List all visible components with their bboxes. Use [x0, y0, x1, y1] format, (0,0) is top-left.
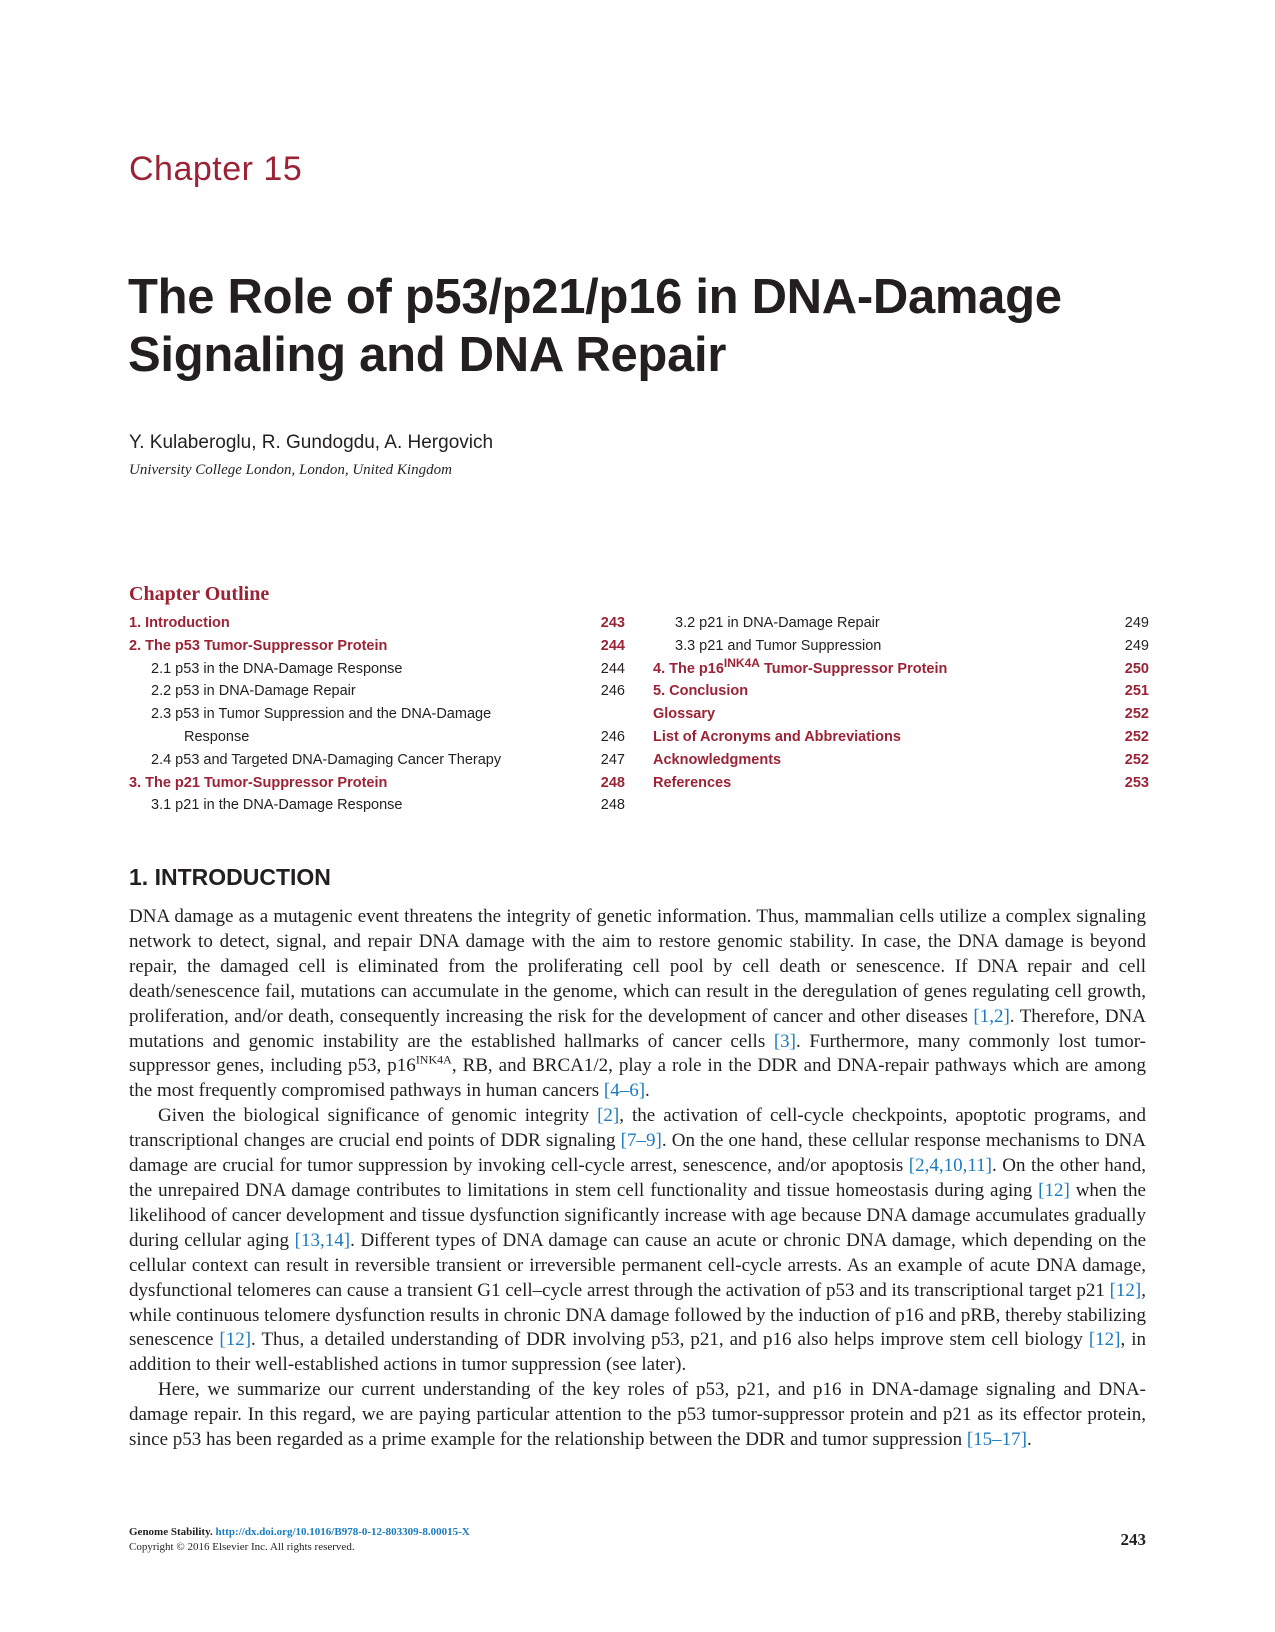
- doi-link[interactable]: http://dx.doi.org/10.1016/B978-0-12-803309-8.00015-X: [215, 1526, 470, 1538]
- toc-entry-label: Acknowledgments: [653, 751, 782, 768]
- copyright-notice: Copyright © 2016 Elsevier Inc. All rights reserved.: [129, 1541, 355, 1553]
- toc-entry[interactable]: [129, 794, 625, 817]
- citation-link[interactable]: [3]: [773, 1030, 797, 1052]
- toc-entry-page: 249: [1124, 637, 1149, 654]
- toc-entry-label: 2. The p53 Tumor-Suppressor Protein: [129, 637, 388, 654]
- toc-entry[interactable]: [653, 749, 1149, 772]
- toc-entry-label: [653, 655, 948, 681]
- text-run: Given the biological significance of genomic integrity: [158, 1105, 598, 1127]
- toc-entry-page: 253: [1124, 774, 1149, 791]
- toc-entry-page: 252: [1124, 728, 1149, 745]
- journal-name: Genome Stability.: [129, 1526, 213, 1538]
- toc-entry[interactable]: [129, 749, 625, 772]
- toc-entry[interactable]: [653, 772, 1149, 795]
- toc-entry-label: References: [653, 774, 732, 791]
- toc-entry-page: 244: [600, 660, 625, 677]
- citation-link[interactable]: [12]: [1109, 1279, 1142, 1301]
- citation-link[interactable]: [12]: [219, 1329, 252, 1351]
- toc-entry-page: 252: [1124, 706, 1149, 723]
- authors: Y. Kulaberoglu, R. Gundogdu, A. Hergovich: [129, 432, 494, 453]
- toc-entry-page: 252: [1124, 751, 1149, 768]
- toc-entry-page: 246: [600, 683, 625, 700]
- toc-entry[interactable]: [129, 658, 625, 681]
- toc-entry-page: 248: [600, 797, 625, 814]
- text-run: , RB, and BRCA1/2, play a role in the DDR and DNA-repair pathways which are among the most frequently compromised pathways in human cancers: [129, 1055, 1146, 1102]
- citation-link[interactable]: [12]: [1088, 1329, 1121, 1351]
- toc-entry[interactable]: [129, 680, 625, 703]
- outline-left-column: [129, 612, 625, 817]
- text-run: . Furthermore, many commonly lost tumor-suppressor genes, including p53, p16: [129, 1030, 1146, 1077]
- toc-entry[interactable]: [129, 635, 625, 658]
- toc-entry-continuation[interactable]: [129, 726, 625, 749]
- toc-entry-label: 3.3 p21 and Tumor Suppression: [675, 637, 882, 654]
- text-run: when the likelihood of cancer development and tissue dysfunction significantly increase with age because DNA damage accumulates gradually during cellular aging: [129, 1179, 1146, 1251]
- toc-entry[interactable]: [129, 772, 625, 795]
- toc-entry-page: 250: [1124, 660, 1149, 677]
- toc-entry-page: 251: [1124, 683, 1149, 700]
- toc-entry-label: 3.1 p21 in the DNA-Damage Response: [151, 797, 403, 814]
- toc-entry-page: 243: [600, 615, 625, 631]
- toc-entry-label: 2.3 p53 in Tumor Suppression and the DNA-Damage: [151, 706, 492, 723]
- toc-entry-label: 2.1 p53 in the DNA-Damage Response: [151, 660, 403, 677]
- citation-link[interactable]: [4–6]: [603, 1080, 646, 1102]
- text-run: . On the one hand, these cellular response mechanisms to DNA damage are crucial for tumor suppression by invoking cell-cycle arrest, senescence, and/or apoptosis: [129, 1130, 1146, 1177]
- toc-entry-page: 247: [600, 751, 625, 768]
- outline-right-column: [653, 612, 1149, 794]
- text-run: . On the other hand, the unrepaired DNA damage contributes to limitations in stem cell functionality and tissue homeostasis during aging: [129, 1155, 1146, 1201]
- citation-link[interactable]: [2]: [597, 1105, 620, 1127]
- toc-entry[interactable]: [653, 703, 1149, 726]
- citation-link[interactable]: [12]: [1038, 1179, 1070, 1201]
- affiliation: University College London, London, United Kingdom: [129, 462, 452, 478]
- chapter-title: [128, 268, 1188, 384]
- toc-entry-label: 3.2 p21 in DNA-Damage Repair: [675, 615, 880, 631]
- toc-entry-page: 244: [600, 637, 625, 654]
- toc-entry-label: 1. Introduction: [129, 615, 230, 631]
- toc-entry-label: 2.2 p53 in DNA-Damage Repair: [151, 683, 356, 700]
- toc-entry[interactable]: [129, 703, 625, 726]
- toc-entry[interactable]: [653, 680, 1149, 703]
- page-number: 243: [1120, 1530, 1146, 1549]
- chapter-title-line-2: Signaling and DNA Repair: [128, 328, 727, 382]
- text-run: . Different types of DNA damage can cause an acute or chronic DNA damage, which depending on the cellular context can result in reversible transient or irreversible permanent cell-cycle arrests. As an example of acute DNA damage, dysfunctional telomeres can cause a transient G1 cell–cycle arrest through the activation of p53 and its transcriptional target p21: [129, 1229, 1147, 1301]
- superscript: INK4A: [415, 1053, 452, 1068]
- introduction-body: [129, 905, 1146, 1453]
- text-run: , in addition to their well-established actions in tumor suppression (see later).: [129, 1329, 1147, 1376]
- text-run: . Thus, a detailed understanding of DDR involving p53, p21, and p16 also helps improve stem cell biology: [251, 1329, 1089, 1351]
- citation-link[interactable]: [7–9]: [620, 1130, 662, 1152]
- toc-entry-label-post: Tumor-Suppressor Protein: [759, 660, 948, 677]
- text-run: . Therefore, DNA mutations and genomic instability are the established hallmarks of cancer cells: [129, 1005, 1146, 1052]
- toc-entry-label: 2.4 p53 and Targeted DNA-Damaging Cancer Therapy: [151, 751, 502, 768]
- chapter-label: Chapter 15: [129, 150, 303, 188]
- text-run: .: [1027, 1429, 1032, 1451]
- toc-entry-label: 3. The p21 Tumor-Suppressor Protein: [129, 774, 388, 791]
- citation-link[interactable]: [2,4,10,11]: [908, 1155, 992, 1177]
- toc-entry-label-sup: INK4A: [723, 655, 760, 670]
- toc-entry-label: List of Acronyms and Abbreviations: [653, 728, 901, 745]
- text-run: Here, we summarize our current understanding of the key roles of p53, p21, and p16 in DNA-damage signaling and DNA-damage repair. In this regard, we are paying particular attention to the p53 tumor-suppressor protein and p21 as its effector protein, since p53 has been regarded as a prime example for the relationship between the DDR and tumor suppression: [129, 1379, 1146, 1451]
- toc-entry[interactable]: [653, 726, 1149, 749]
- page-footer: [129, 1525, 470, 1555]
- text-run: , while continuous telomere dysfunction results in chronic DNA damage followed by the induction of p16 and pRB, thereby stabilizing senescence: [129, 1279, 1146, 1351]
- toc-entry-page: 248: [600, 774, 625, 791]
- toc-entry[interactable]: [653, 635, 1149, 658]
- chapter-outline-heading: Chapter Outline: [129, 583, 270, 605]
- chapter-title-line-1: The Role of p53/p21/p16 in DNA-Damage: [128, 270, 1062, 324]
- toc-entry-label-pre: 4. The p16: [653, 660, 724, 677]
- toc-entry[interactable]: [129, 612, 625, 635]
- toc-entry-label: Response: [184, 728, 250, 745]
- toc-entry[interactable]: [653, 655, 1149, 681]
- toc-entry-label: 5. Conclusion: [653, 683, 749, 700]
- paragraph-1: [129, 905, 1146, 1104]
- text-run: DNA damage as a mutagenic event threatens the integrity of genetic information. Thus, mammalian cells utilize a complex signaling network to detect, signal, and repair DNA damage with the aim to restore genomic stability. In case, the DNA damage is beyond repair, the damaged cell is eliminated from the proliferating cell pool by cell death or senescence. If DNA repair and cell death/senescence fail, mutations can accumulate in the genome, which can result in the deregulation of genes regulating cell growth, proliferation, and/or death, consequently increasing the risk for the development of cancer and other diseases: [129, 906, 1146, 1027]
- toc-entry-label: Glossary: [653, 706, 716, 723]
- citation-link[interactable]: [15–17]: [966, 1429, 1028, 1451]
- citation-link[interactable]: [13,14]: [294, 1229, 351, 1251]
- paragraph-3: [129, 1378, 1146, 1453]
- paragraph-2: [129, 1104, 1146, 1378]
- citation-link[interactable]: [1,2]: [973, 1005, 1010, 1027]
- toc-entry-page: 246: [600, 728, 625, 745]
- toc-entry[interactable]: [653, 612, 1149, 635]
- section-heading-introduction: 1. INTRODUCTION: [129, 864, 331, 890]
- text-run: , the activation of cell-cycle checkpoints, apoptotic programs, and transcriptional changes are crucial end points of DDR signaling: [129, 1105, 1147, 1152]
- toc-entry-page: 249: [1124, 615, 1149, 631]
- text-run: .: [645, 1080, 650, 1102]
